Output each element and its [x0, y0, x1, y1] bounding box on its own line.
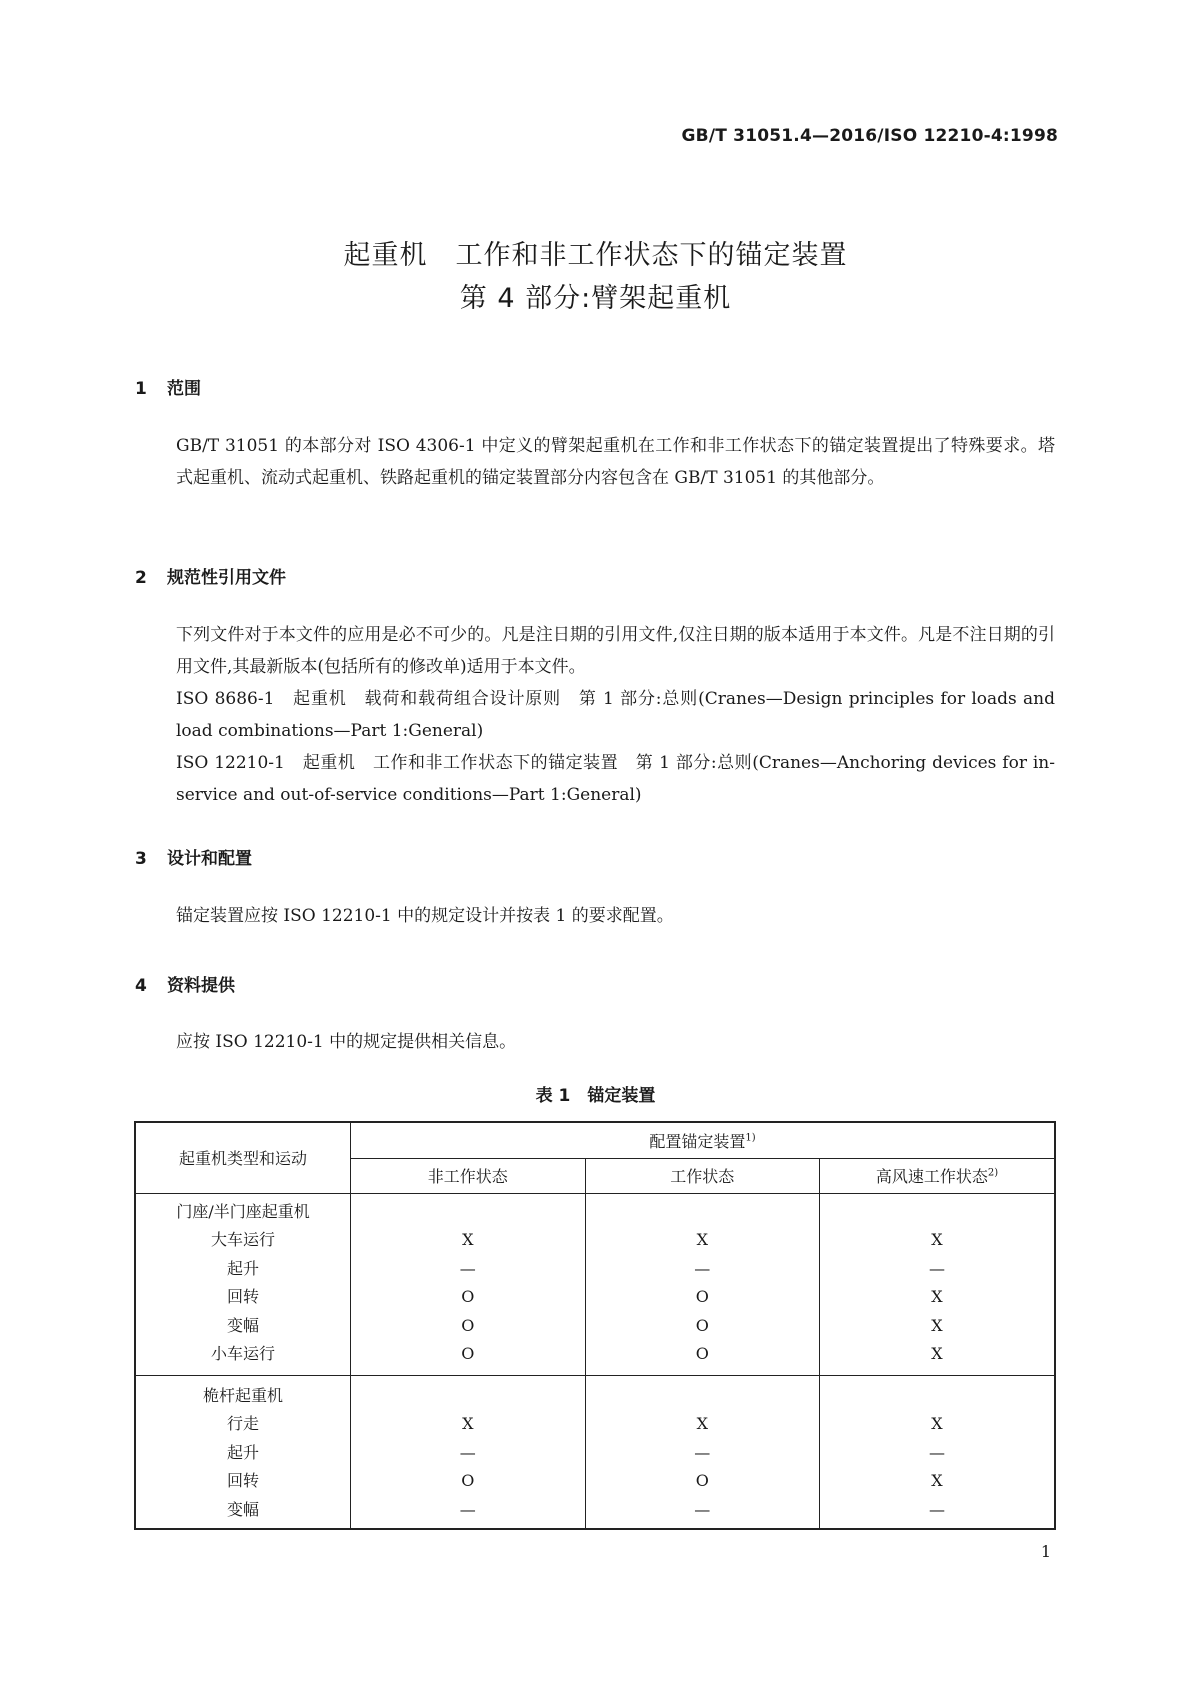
table-cell: X [462, 1414, 474, 1433]
table-cell: — [694, 1499, 711, 1519]
table-cell: O [695, 1287, 709, 1306]
table-cell: — [459, 1442, 476, 1462]
motion-label: 回转 [227, 1287, 260, 1306]
table-cell: O [461, 1287, 475, 1306]
table-cell: O [695, 1471, 709, 1490]
reference-2: ISO 12210-1 起重机 工作和非工作状态下的锚定装置 第 1 部分:总则(Cranes—Anchoring devices for in-service and out-of-service conditions—Part 1:General) [176, 753, 1055, 805]
motion-label: 起升 [227, 1442, 260, 1462]
table-cell: — [459, 1499, 476, 1519]
col-header-crane-type: 起重机类型和运动 [135, 1122, 351, 1193]
document-subtitle: 第 4 部分:臂架起重机 [459, 283, 732, 314]
table-cell: O [695, 1344, 709, 1363]
motion-label: 大车运行 [211, 1230, 276, 1249]
table-cell: X [931, 1414, 943, 1433]
table-group-derrick [135, 1375, 1055, 1529]
table-cell: X [696, 1230, 708, 1249]
section-2-heading [135, 563, 286, 588]
section-title: 设计和配置 [167, 849, 252, 869]
table-caption: 表 1 锚定装置 [535, 1086, 656, 1106]
section-3-text [135, 900, 1055, 932]
anchoring-devices-table [134, 1121, 1056, 1530]
section-2-text [135, 619, 1055, 811]
paragraph: 应按 ISO 12210-1 中的规定提供相关信息。 [176, 1032, 517, 1052]
motion-label: 起升 [227, 1258, 260, 1278]
motion-label: 回转 [227, 1471, 260, 1490]
table-cell: — [929, 1442, 945, 1462]
table-cell: O [461, 1315, 475, 1335]
table-cell: — [459, 1258, 476, 1278]
table-cell: O [461, 1344, 475, 1363]
table-cell: O [695, 1315, 709, 1335]
group-name: 桅杆起重机 [203, 1385, 284, 1405]
section-number: 2 [135, 568, 147, 588]
col-header-out-of-service: 非工作状态 [351, 1158, 585, 1193]
table-cell: — [694, 1258, 711, 1278]
section-4-text [135, 1026, 1055, 1058]
paragraph: 下列文件对于本文件的应用是必不可少的。凡是注日期的引用文件,仅注日期的版本适用于本文件。凡是不注日期的引用文件,其最新版本(包括所有的修改单)适用于本文件。 [176, 625, 1055, 677]
col-header-in-service: 工作状态 [585, 1158, 819, 1193]
group-name: 门座/半门座起重机 [176, 1201, 310, 1221]
section-title: 范围 [167, 379, 201, 399]
footnote-ref: 1) [745, 1132, 756, 1144]
page-number: 1 [1040, 1542, 1051, 1561]
section-title: 规范性引用文件 [167, 568, 286, 588]
document-header: GB/T 31051.4—2016/ISO 12210-4:1998 [681, 126, 1058, 146]
table-cell: X [696, 1414, 708, 1433]
section-title: 资料提供 [167, 976, 235, 996]
col-header-high-wind [820, 1158, 1056, 1193]
reference-1: ISO 8686-1 起重机 载荷和载荷组合设计原则 第 1 部分:总则(Cranes—Design principles for loads and load combinations—Part 1:General) [176, 689, 1055, 741]
section-1-text [135, 430, 1055, 494]
table-cell: — [929, 1258, 945, 1278]
table-cell: O [461, 1471, 475, 1490]
section-4-heading [135, 971, 235, 996]
paragraph: 锚定装置应按 ISO 12210-1 中的规定设计并按表 1 的要求配置。 [176, 906, 674, 926]
table-cell: — [929, 1499, 945, 1519]
table-cell: X [931, 1315, 943, 1335]
section-3-heading [135, 844, 252, 869]
motion-label: 行走 [227, 1414, 260, 1433]
table-cell: — [694, 1442, 711, 1462]
table-cell: X [931, 1344, 943, 1363]
section-1-heading [135, 374, 201, 399]
table-cell: X [931, 1471, 943, 1490]
col-group-header [351, 1122, 1055, 1158]
footnote-ref: 2) [987, 1167, 999, 1179]
motion-label: 变幅 [227, 1499, 260, 1519]
table-cell: X [931, 1287, 943, 1306]
document-title: 起重机 工作和非工作状态下的锚定装置 [343, 240, 848, 271]
table-cell: X [462, 1230, 474, 1249]
section-number: 3 [135, 849, 147, 869]
group-header-label: 配置锚定装置 [649, 1131, 746, 1151]
motion-label: 小车运行 [211, 1344, 276, 1363]
high-wind-label: 高风速工作状态 [875, 1167, 988, 1186]
motion-label: 变幅 [227, 1315, 260, 1335]
section-number: 1 [135, 379, 147, 399]
paragraph: GB/T 31051 的本部分对 ISO 4306-1 中定义的臂架起重机在工作和非工作状态下的锚定装置提出了特殊要求。塔式起重机、流动式起重机、铁路起重机的锚定装置部分内容包含在 GB/T 31051 的其他部分。 [176, 436, 1055, 488]
table-group-portal [135, 1193, 1055, 1375]
section-number: 4 [135, 976, 147, 996]
table-cell: X [931, 1230, 943, 1249]
